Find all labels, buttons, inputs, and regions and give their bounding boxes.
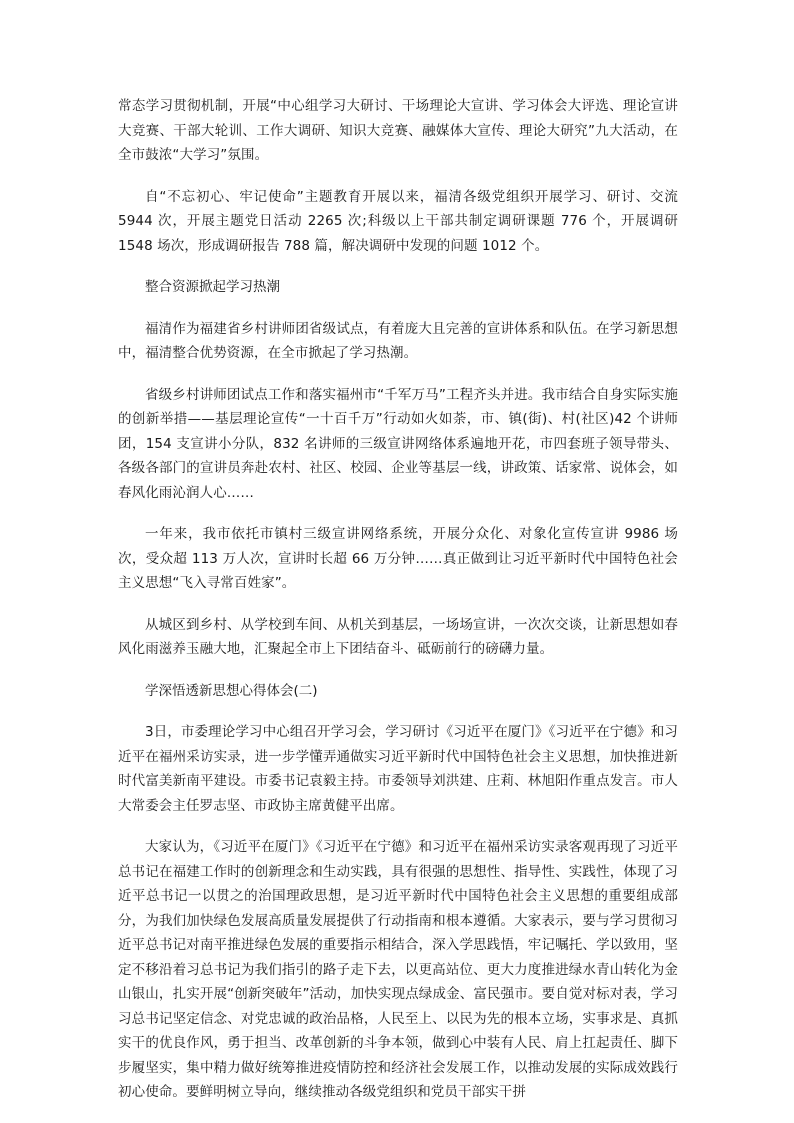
paragraph-consensus: 大家认为，《习近平在厦门》《习近平在宁德》和习近平在福州采访实录客观再现了习近平总书记在福建工作时的创新理念和生动实践，具有很强的思想性、指导性、实践性，体现了习近平总书记一以贯之的治国理政思想，是习近平新时代中国特色社会主义思想的重要组成部分，为我们加快绿色发展高质量发展提供了行动指南和根本遵循。大家表示，要与学习贯彻习近平总书记对南平推进绿色发展的重要指示相结合，深入学思践悟，牢记嘱托、学以致用，坚定不移沿着习总书记为我们指引的路子走下去，以更高站位、更大力度推进绿水青山转化为金山银山，扎实开展“创新突破年”活动，加快实现点绿成金、富民强市。要自觉对标对表，学习习总书记坚定信念、对党忠诚的政治品格，人民至上、以民为先的根本立场，实事求是、真抓实干的优良作风，勇于担当、改革创新的斗争本领，做到心中装有人民、肩上扛起责任、脚下步履坚实，集中精力做好统筹推进疫情防控和经济社会发展工作，以推动发展的实际成效践行初心使命。要鲜明树立导向，继续推动各级党组织和党员干部实干拼 xyxy=(118,839,678,1100)
paragraph-study-meeting: 3日，市委理论学习中心组召开学习会，学习研讨《习近平在厦门》《习近平在宁德》和习近平在福州采访实录，进一步学懂弄通做实习近平新时代中国特色社会主义思想，加快推进新时代富美新南平建设。市委书记袁毅主持。市委领导刘洪建、庄莉、林旭阳作重点发言。市人大常委会主任罗志坚、市政协主席黄健平出席。 xyxy=(118,724,678,814)
document-page xyxy=(118,94,678,1122)
section-heading-resources: 整合资源掀起学习热潮 xyxy=(145,279,280,295)
paragraph-city-to-village: 从城区到乡村、从学校到车间、从机关到基层，一场场宣讲，一次次交谈，让新思想如春风化雨滋养玉融大地，汇聚起全市上下团结奋斗、砥砺前行的磅礴力量。 xyxy=(118,616,678,657)
section-heading-experience: 学深悟透新思想心得体会(二) xyxy=(145,682,318,699)
paragraph-pilot: 福清作为福建省乡村讲师团省级试点，有着庞大且完善的宣讲体系和队伍。在学习新思想中，福清整合优势资源，在全市掀起了学习热潮。 xyxy=(118,320,678,361)
paragraph-lecture-network: 省级乡村讲师团试点工作和落实福州市“千军万马”工程齐头并进。我市结合自身实际实施的创新举措——基层理论宣传“一十百千万”行动如火如荼，市、镇(街)、村(社区)42 个讲师团，154 支宣讲小分队，832 名讲师的三级宣讲网络体系遍地开花，市四套班子领导带头、各级各部门的宣讲员奔赴农村、社区、校园、企业等基层一线，讲政策、话家常、说体会，如春风化雨沁润人心…… xyxy=(118,386,678,501)
paragraph-statistics: 自“不忘初心、牢记使命”主题教育开展以来，福清各级党组织开展学习、研讨、交流 5944 次，开展主题党日活动 2265 次;科级以上干部共制定调研课题 776 个，开展调研 1548 场次，形成调研报告 788 篇，解决调研中发现的问题 1012 个。 xyxy=(118,188,678,254)
paragraph-year-review: 一年来，我市依托市镇村三级宣讲网络系统，开展分众化、对象化宣传宣讲 9986 场次，受众超 113 万人次，宣讲时长超 66 万分钟……真正做到让习近平新时代中国特色社会主义思想“飞入寻常百姓家”。 xyxy=(118,526,678,591)
paragraph-continuation: 常态学习贯彻机制，开展“中心组学习大研讨、干场理论大宣讲、学习体会大评选、理论宣讲大竞赛、干部大轮训、工作大调研、知识大竞赛、融媒体大宣传、理论大研究”九大活动，在全市鼓浓“大学习”氛围。 xyxy=(118,98,678,163)
